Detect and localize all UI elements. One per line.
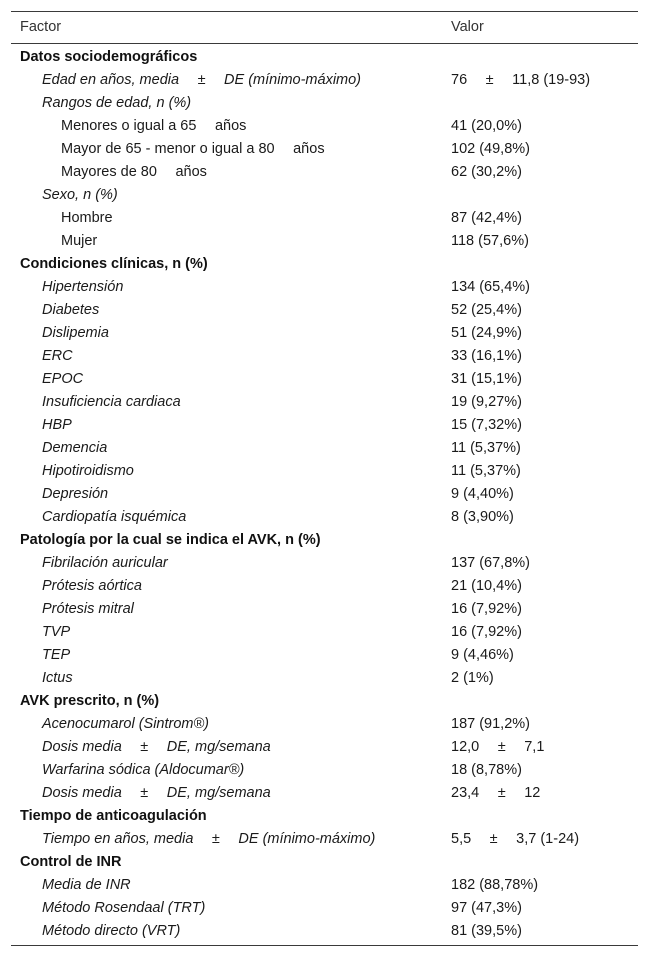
factor-cell: Prótesis aórtica [42, 578, 142, 594]
table-row [11, 322, 638, 345]
value-cell: 87 (42,4%) [451, 210, 522, 226]
value-cell: 18 (8,78%) [451, 762, 522, 778]
factor-cell: Insuficiencia cardiaca [42, 394, 181, 410]
table-row [11, 437, 638, 460]
factor-cell: Método directo (VRT) [42, 923, 181, 939]
factor-cell: Mujer [61, 233, 98, 249]
table-row [11, 368, 638, 391]
table-row [11, 828, 638, 851]
factor-cell: Dislipemia [42, 325, 109, 341]
section-heading-row [11, 805, 638, 828]
factor-cell: Dosis media ± DE, mg/semana [42, 739, 271, 755]
table-row [11, 138, 638, 161]
factor-cell: Dosis media ± DE, mg/semana [42, 785, 271, 801]
value-cell: 187 (91,2%) [451, 716, 530, 732]
factor-cell: Sexo, n (%) [42, 187, 118, 203]
factor-cell: Mayores de 80 años [61, 164, 207, 180]
value-cell: 5,5 ± 3,7 (1-24) [451, 831, 580, 847]
value-cell: 16 (7,92%) [451, 624, 522, 640]
table-row [11, 460, 638, 483]
factor-cell: ERC [42, 348, 73, 364]
table-row [11, 299, 638, 322]
factor-cell: EPOC [42, 371, 84, 387]
factor-cell: Prótesis mitral [42, 601, 134, 617]
value-cell: 8 (3,90%) [451, 509, 514, 525]
table-row [11, 115, 638, 138]
value-cell: 97 (47,3%) [451, 900, 522, 916]
value-cell: 134 (65,4%) [451, 279, 530, 295]
value-cell: 16 (7,92%) [451, 601, 522, 617]
section-heading-row [11, 253, 638, 276]
section-heading-row [11, 851, 638, 874]
header-valor: Valor [451, 19, 484, 35]
table-row [11, 345, 638, 368]
table-row [11, 667, 638, 690]
value-cell: 21 (10,4%) [451, 578, 522, 594]
factor-cell: Hombre [61, 210, 113, 226]
factor-cell: Método Rosendaal (TRT) [42, 900, 206, 916]
table-row [11, 391, 638, 414]
factor-cell: Edad en años, media ± DE (mínimo-máximo) [42, 72, 362, 88]
value-cell: 31 (15,1%) [451, 371, 522, 387]
table-row [11, 782, 638, 805]
factor-cell: Ictus [42, 670, 73, 686]
value-cell: 118 (57,6%) [451, 233, 529, 249]
factor-cell: Diabetes [42, 302, 100, 318]
table-row [11, 69, 638, 92]
value-cell: 12,0 ± 7,1 [451, 739, 545, 755]
table-row [11, 920, 638, 943]
section-heading-row [11, 529, 638, 552]
table-row [11, 759, 638, 782]
value-cell: 62 (30,2%) [451, 164, 522, 180]
table-row [11, 506, 638, 529]
factor-cell: Acenocumarol (Sintrom®) [42, 716, 210, 732]
factor-cell: Rangos de edad, n (%) [42, 95, 192, 111]
value-cell: 15 (7,32%) [451, 417, 522, 433]
table-row [11, 414, 638, 437]
factor-cell: Mayor de 65 - menor o igual a 80 años [61, 141, 325, 157]
table-row [11, 713, 638, 736]
value-cell: 23,4 ± 12 [451, 785, 541, 801]
value-cell: 76 ± 11,8 (19-93) [451, 72, 591, 88]
table-row [11, 276, 638, 299]
factor-cell: Warfarina sódica (Aldocumar®) [42, 762, 245, 778]
factor-cell: Datos sociodemográficos [20, 49, 198, 65]
value-cell: 41 (20,0%) [451, 118, 522, 134]
value-cell: 11 (5,37%) [451, 440, 521, 456]
table-row [11, 621, 638, 644]
value-cell: 137 (67,8%) [451, 555, 530, 571]
factor-cell: AVK prescrito, n (%) [20, 693, 160, 709]
table-body [11, 44, 638, 945]
table-row [11, 897, 638, 920]
table-row [11, 575, 638, 598]
value-cell: 11 (5,37%) [451, 463, 521, 479]
factor-cell: Hipotiroidismo [42, 463, 134, 479]
value-cell: 52 (25,4%) [451, 302, 522, 318]
section-heading-row [11, 46, 638, 69]
factor-cell: HBP [42, 417, 72, 433]
header-factor: Factor [20, 19, 62, 35]
factor-cell: Demencia [42, 440, 108, 456]
section-heading-row [11, 690, 638, 713]
factor-cell: Media de INR [42, 877, 131, 893]
table-row [11, 644, 638, 667]
factor-cell: Condiciones clínicas, n (%) [20, 256, 208, 272]
bottom-rule [11, 945, 638, 946]
value-cell: 102 (49,8%) [451, 141, 530, 157]
table-row [11, 598, 638, 621]
factor-cell: TVP [42, 624, 71, 640]
factor-cell: Depresión [42, 486, 109, 502]
factor-cell: Tiempo en años, media ± DE (mínimo-máximo) [42, 831, 376, 847]
factor-cell: Cardiopatía isquémica [42, 509, 187, 525]
factor-cell: Control de INR [20, 854, 122, 870]
value-cell: 19 (9,27%) [451, 394, 522, 410]
table-row [11, 230, 638, 253]
table-row [11, 207, 638, 230]
value-cell: 9 (4,46%) [451, 647, 514, 663]
value-cell: 33 (16,1%) [451, 348, 522, 364]
value-cell: 182 (88,78%) [451, 877, 539, 893]
factor-cell: Patología por la cual se indica el AVK, n (%) [20, 532, 321, 548]
value-cell: 81 (39,5%) [451, 923, 522, 939]
value-cell: 2 (1%) [451, 670, 494, 686]
table-row [11, 483, 638, 506]
table-row [11, 552, 638, 575]
table-row [11, 92, 638, 115]
table-row [11, 736, 638, 759]
value-cell: 51 (24,9%) [451, 325, 522, 341]
table-row [11, 184, 638, 207]
factor-cell: Tiempo de anticoagulación [20, 808, 207, 824]
factor-cell: Hipertensión [42, 279, 124, 295]
table-row [11, 874, 638, 897]
value-cell: 9 (4,40%) [451, 486, 514, 502]
table-header-row [11, 12, 638, 43]
factor-cell: Menores o igual a 65 años [61, 118, 247, 134]
table-row [11, 161, 638, 184]
data-table [11, 11, 638, 946]
factor-cell: TEP [42, 647, 71, 663]
factor-cell: Fibrilación auricular [42, 555, 168, 571]
